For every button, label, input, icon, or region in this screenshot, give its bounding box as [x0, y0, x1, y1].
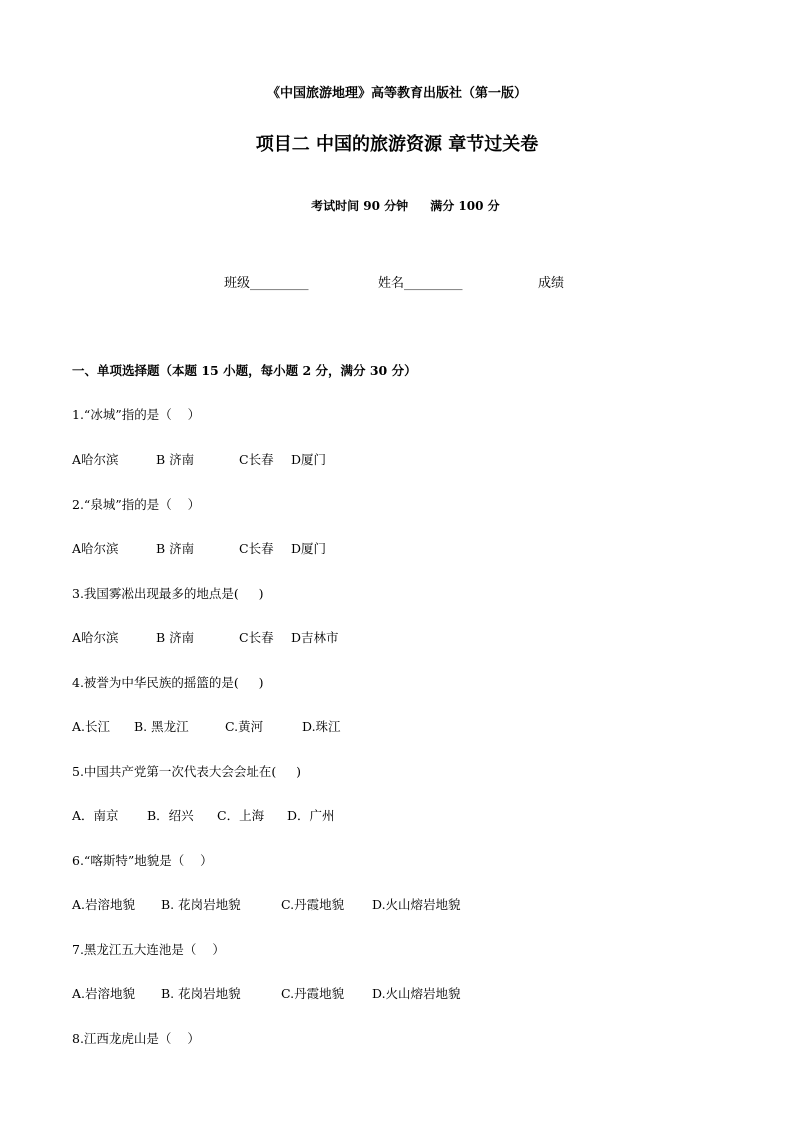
option-b: B. 黑龙江 [134, 719, 189, 734]
option-a: A.岩溶地貌 [72, 897, 136, 912]
option-a: A．南京 [72, 808, 119, 823]
score-field: 成绩 [538, 276, 565, 291]
option-d: D．广州 [287, 808, 335, 823]
question-stem: 4.被誉为中华民族的摇篮的是( ) [72, 675, 264, 690]
question-stem: 3.我国雾凇出现最多的地点是( ) [72, 586, 264, 601]
question-stem: 5.中国共产党第一次代表大会会址在( ) [72, 764, 302, 779]
option-a: A哈尔滨 [72, 452, 119, 467]
name-field: 姓名_________ [378, 276, 463, 291]
option-b: B 济南 [156, 630, 195, 645]
question-stem: 6.“喀斯特”地貌是（ ） [72, 853, 213, 868]
option-d: D.火山熔岩地貌 [372, 897, 461, 912]
option-b: B 济南 [156, 452, 195, 467]
option-c: C长春 [239, 541, 274, 556]
option-b: B．绍兴 [147, 808, 194, 823]
option-a: A哈尔滨 [72, 630, 119, 645]
option-d: D厦门 [291, 452, 327, 467]
question-stem: 8.江西龙虎山是（ ） [72, 1031, 200, 1046]
option-d: D.珠江 [302, 719, 341, 734]
option-c: C长春 [239, 452, 274, 467]
full-score: 满分 100 分 [430, 199, 500, 213]
option-d: D吉林市 [291, 630, 339, 645]
option-d: D厦门 [291, 541, 327, 556]
option-a: A.岩溶地貌 [72, 986, 136, 1001]
option-c: C.黄河 [225, 719, 264, 734]
option-c: C长春 [239, 630, 274, 645]
question-stem: 1.“冰城”指的是（ ） [72, 407, 201, 422]
book-subtitle: 《中国旅游地理》高等教育出版社（第一版） [266, 86, 527, 101]
question-stem: 7.黑龙江五大连池是（ ） [72, 942, 225, 957]
option-b: B. 花岗岩地貌 [161, 897, 241, 912]
option-c: C.丹霞地貌 [281, 986, 345, 1001]
option-b: B 济南 [156, 541, 195, 556]
exam-meta [0, 183, 794, 228]
option-d: D.火山熔岩地貌 [372, 986, 461, 1001]
class-field: 班级_________ [224, 276, 309, 291]
option-a: A哈尔滨 [72, 541, 119, 556]
exam-time: 考试时间 90 分钟 [311, 199, 409, 213]
page-title: 项目二 中国的旅游资源 章节过关卷 [255, 134, 539, 155]
option-c: C.丹霞地貌 [281, 897, 345, 912]
section-heading: 一、单项选择题（本题 15 小题，每小题 2 分，满分 30 分） [72, 363, 417, 378]
option-c: C．上海 [217, 808, 265, 823]
option-a: A.长江 [72, 719, 111, 734]
question-stem: 2.“泉城”指的是（ ） [72, 497, 201, 512]
option-b: B. 花岗岩地貌 [161, 986, 241, 1001]
